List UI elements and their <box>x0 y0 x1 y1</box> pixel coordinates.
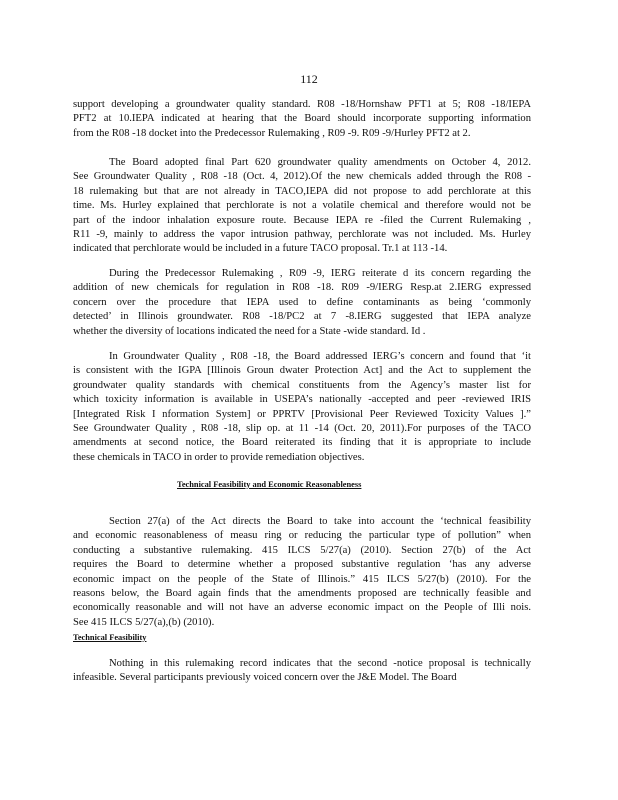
paragraph-line: these chemicals in TACO in order to provide remediation objectives. <box>73 451 365 463</box>
paragraph-4 <box>73 350 531 465</box>
paragraph-line: infeasible. Several participants previously voiced concern over the J&E Model. The Board <box>73 672 457 684</box>
paragraph-line: See Groundwater Quality , R08 -18 (Oct. 4, 2012).Of the new chemicals added through the R08 - <box>73 171 531 183</box>
paragraph-line: economic impact on the people of the State of Illinois.” 415 ILCS 5/27(b) (2010). For the <box>73 573 531 585</box>
paragraph-line: detected’ in Illinois groundwater. R08 -18/PC2 at 7 -8.IERG suggested that IEPA analyze <box>73 311 531 323</box>
paragraph-line: from the R08 -18 docket into the Predecessor Rulemaking , R09 -9. R09 -9/Hurley PFT2 at 2. <box>73 127 471 139</box>
paragraph-line: 18 rulemaking but that are not already in TACO,IEPA did not propose to add perchlorate at this <box>73 185 531 197</box>
paragraph-line: In Groundwater Quality , R08 -18, the Board addressed IERG’s concern and found that ‘it <box>109 351 531 362</box>
paragraph-line: See 415 ILCS 5/27(a),(b) (2010). <box>73 616 215 628</box>
paragraph-line: requires the Board to determine whether a proposed substantive regulation ‘has any adverse <box>73 559 531 571</box>
paragraph-line: R11 -9, mainly to address the vapor intrusion pathway, perchlorate was not included. Ms. Hurley <box>73 229 531 241</box>
paragraph-line: is consistent with the IGPA [Illinois Groun dwater Protection Act] and the Act to supplement the <box>73 365 531 377</box>
paragraph-line: concern over the procedure that IEPA used to define contaminants as being ‘commonly <box>73 296 531 308</box>
paragraph-line: and economic reasonableness of measu ring or reducing the particular type of pollution” when <box>73 530 531 542</box>
section-heading-technical-feasibility-economic-reasonableness: Technical Feasibility and Economic Reasonableness <box>177 480 362 489</box>
paragraph-line: groundwater quality standards with chemical constituents from the Agency’s master list for <box>73 379 531 391</box>
paragraph-line: [Integrated Risk I nformation System] or PPRTV [Provisional Peer Reviewed Toxicity Values ].” <box>73 408 531 420</box>
paragraph-line: reasons below, the Board again finds that the amendments proposed are technically feasible and <box>73 588 531 600</box>
paragraph-line: which toxicity information is available in USEPA’s nationally -accepted and peer -reviewed IRIS <box>73 394 531 406</box>
paragraph-1 <box>73 98 531 141</box>
paragraph-line: addition of new chemicals for regulation in R08 -18. R09 -9/IERG Resp.at 2.IERG expressed <box>73 282 531 294</box>
paragraph-line: economically reasonable and will not have an adverse economic impact on the People of Illi nois. <box>73 602 531 614</box>
paragraph-2 <box>73 156 531 257</box>
paragraph-line: whether the diversity of locations indicated the need for a State -wide standard. Id . <box>73 325 426 337</box>
section-heading-technical-feasibility: Technical Feasibility <box>73 633 147 642</box>
paragraph-line: PFT2 at 10.IEPA indicated at hearing that the Board should incorporate supporting information <box>73 113 531 125</box>
paragraph-line: time. Ms. Hurley explained that perchlorate is not a volatile chemical and therefore would not be <box>73 200 531 212</box>
paragraph-line: indicated that perchlorate would be included in a future TACO proposal. Tr.1 at 113 -14. <box>73 243 448 255</box>
paragraph-line: part of the indoor inhalation exposure route. Because IEPA re -filed the Current Rulemaking , <box>73 214 531 226</box>
paragraph-line: support developing a groundwater quality standard. R08 -18/Hornshaw PFT1 at 5; R08 -18/IEPA <box>73 99 531 110</box>
paragraph-line: conducting a substantive rulemaking. 415 ILCS 5/27(a) (2010). Section 27(b) of the Act <box>73 544 531 556</box>
paragraph-line: Section 27(a) of the Act directs the Board to take into account the ‘technical feasibility <box>109 516 531 527</box>
page-number: 112 <box>300 72 318 86</box>
paragraph-5 <box>73 515 531 630</box>
paragraph-3 <box>73 267 531 339</box>
paragraph-line: The Board adopted final Part 620 groundwater quality amendments on October 4, 2012. <box>109 157 531 168</box>
paragraph-line: See Groundwater Quality , R08 -18, slip op. at 11 -14 (Oct. 20, 2011).For purposes of the TACO <box>73 423 531 435</box>
paragraph-line: During the Predecessor Rulemaking , R09 -9, IERG reiterate d its concern regarding the <box>109 268 531 279</box>
paragraph-6 <box>73 657 531 686</box>
paragraph-line: amendments at second notice, the Board reiterated its finding that it is appropriate to include <box>73 437 531 449</box>
paragraph-line: Nothing in this rulemaking record indicates that the second -notice proposal is technically <box>109 658 531 669</box>
